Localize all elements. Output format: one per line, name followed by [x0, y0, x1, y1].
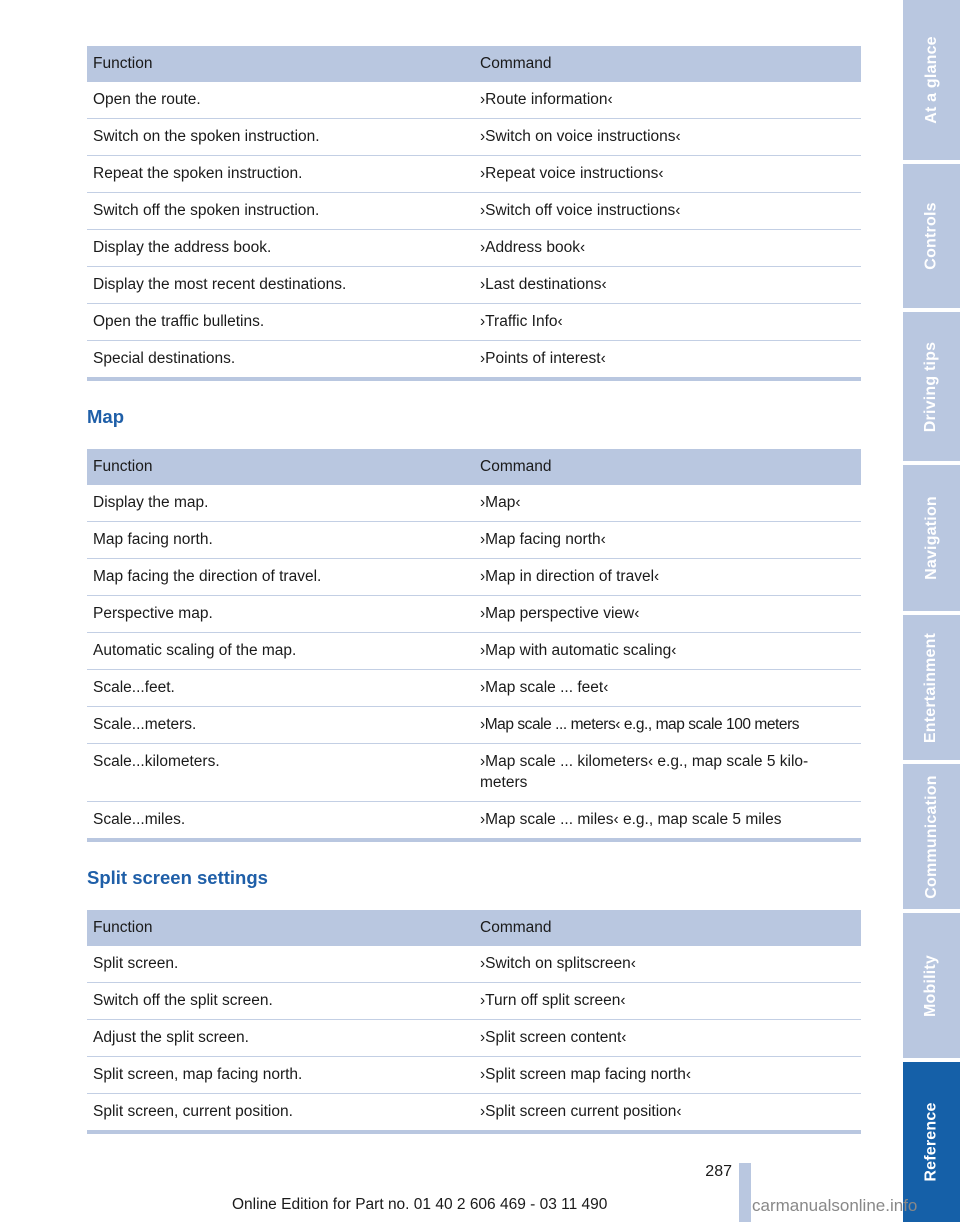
table-row: [87, 82, 861, 119]
command-cell: ›Switch on splitscreen‹: [474, 946, 861, 983]
split-screen-command-table: [87, 910, 861, 1134]
chapter-tab-label: Driving tips: [922, 341, 940, 432]
chapter-tab-label: Navigation: [922, 496, 940, 580]
command-cell: ›Split screen content‹: [474, 1020, 861, 1057]
table-row: [87, 946, 861, 983]
function-cell: Open the route.: [87, 82, 474, 119]
table-row: [87, 230, 861, 267]
table-row: [87, 1057, 861, 1094]
table-row: [87, 485, 861, 522]
table-row: [87, 193, 861, 230]
function-cell: Map facing north.: [87, 522, 474, 559]
edition-footer: Online Edition for Part no. 01 40 2 606 469 - 03 11 490: [232, 1196, 608, 1213]
function-cell: Special destinations.: [87, 341, 474, 380]
table-row: [87, 633, 861, 670]
column-header-command: Command: [474, 910, 861, 946]
function-cell: Scale...feet.: [87, 670, 474, 707]
section-heading-split-screen: Split screen settings: [87, 867, 268, 888]
table-row: [87, 983, 861, 1020]
function-cell: Switch on the spoken instruction.: [87, 119, 474, 156]
chapter-tab-communication[interactable]: [903, 764, 960, 909]
table-row: [87, 559, 861, 596]
command-cell: ›Split screen current position‹: [474, 1094, 861, 1133]
column-header-function: Function: [87, 46, 474, 82]
function-cell: Display the address book.: [87, 230, 474, 267]
command-cell: ›Map scale ... feet‹: [474, 670, 861, 707]
table-header-row: [87, 46, 861, 82]
chapter-tab-label: Mobility: [922, 954, 940, 1017]
function-cell: Perspective map.: [87, 596, 474, 633]
function-cell: Split screen, current position.: [87, 1094, 474, 1133]
chapter-tab-label: Controls: [922, 202, 940, 270]
function-cell: Map facing the direction of travel.: [87, 559, 474, 596]
chapter-tab-label: At a glance: [922, 36, 940, 124]
table-row: [87, 707, 861, 744]
navigation-command-table: [87, 46, 861, 381]
column-header-command: Command: [474, 449, 861, 485]
table-header-row: [87, 449, 861, 485]
function-cell: Repeat the spoken instruction.: [87, 156, 474, 193]
function-cell: Split screen, map facing north.: [87, 1057, 474, 1094]
command-cell: ›Switch off voice instructions‹: [474, 193, 861, 230]
chapter-tab-controls[interactable]: [903, 164, 960, 308]
page-number-bar: [739, 1163, 751, 1222]
chapter-tab-navigation[interactable]: [903, 465, 960, 611]
chapter-tab-entertainment[interactable]: [903, 615, 960, 760]
command-cell: ›Address book‹: [474, 230, 861, 267]
table-row: [87, 744, 861, 802]
table-row: [87, 119, 861, 156]
command-cell: ›Repeat voice instructions‹: [474, 156, 861, 193]
column-header-function: Function: [87, 449, 474, 485]
chapter-tab-label: Communication: [922, 774, 940, 899]
command-cell: ›Map‹: [474, 485, 861, 522]
function-cell: Split screen.: [87, 946, 474, 983]
table-row: [87, 596, 861, 633]
command-cell: ›Split screen map facing north‹: [474, 1057, 861, 1094]
command-cell: ›Map scale ... meters‹ e.g., map scale 100 meters: [474, 707, 861, 744]
section-heading-map: Map: [87, 406, 124, 427]
map-command-table: [87, 449, 861, 842]
command-cell: ›Points of interest‹: [474, 341, 861, 380]
watermark: carmanualsonline.info: [752, 1196, 918, 1215]
command-cell: ›Map facing north‹: [474, 522, 861, 559]
function-cell: Switch off the split screen.: [87, 983, 474, 1020]
function-cell: Open the traffic bulletins.: [87, 304, 474, 341]
chapter-tab-sidebar: [903, 0, 960, 1222]
table-row: [87, 670, 861, 707]
table-row: [87, 156, 861, 193]
command-cell: ›Map scale ... kilometers‹ e.g., map scale 5 kilo‐meters: [474, 744, 861, 802]
function-cell: Scale...meters.: [87, 707, 474, 744]
table-row: [87, 341, 861, 380]
function-cell: Scale...miles.: [87, 802, 474, 841]
table-row: [87, 802, 861, 841]
table-row: [87, 267, 861, 304]
command-cell: ›Map perspective view‹: [474, 596, 861, 633]
column-header-command: Command: [474, 46, 861, 82]
command-cell: ›Traffic Info‹: [474, 304, 861, 341]
page-number: 287: [705, 1163, 732, 1180]
page-content: [87, 46, 861, 1134]
function-cell: Automatic scaling of the map.: [87, 633, 474, 670]
command-cell: ›Map scale ... miles‹ e.g., map scale 5 miles: [474, 802, 861, 841]
function-cell: Display the most recent destinations.: [87, 267, 474, 304]
table-row: [87, 304, 861, 341]
function-cell: Scale...kilometers.: [87, 744, 474, 802]
function-cell: Switch off the spoken instruction.: [87, 193, 474, 230]
function-cell: Adjust the split screen.: [87, 1020, 474, 1057]
table-row: [87, 1020, 861, 1057]
table-row: [87, 1094, 861, 1133]
table-row: [87, 522, 861, 559]
chapter-tab-driving-tips[interactable]: [903, 312, 960, 461]
column-header-function: Function: [87, 910, 474, 946]
command-cell: ›Map with automatic scaling‹: [474, 633, 861, 670]
command-cell: ›Map in direction of travel‹: [474, 559, 861, 596]
chapter-tab-mobility[interactable]: [903, 913, 960, 1058]
chapter-tab-at-a-glance[interactable]: [903, 0, 960, 160]
command-cell: ›Switch on voice instructions‹: [474, 119, 861, 156]
table-header-row: [87, 910, 861, 946]
chapter-tab-label: Reference: [922, 1102, 940, 1182]
function-cell: Display the map.: [87, 485, 474, 522]
command-cell: ›Last destinations‹: [474, 267, 861, 304]
command-cell: ›Route information‹: [474, 82, 861, 119]
command-cell: ›Turn off split screen‹: [474, 983, 861, 1020]
chapter-tab-label: Entertainment: [922, 632, 940, 743]
